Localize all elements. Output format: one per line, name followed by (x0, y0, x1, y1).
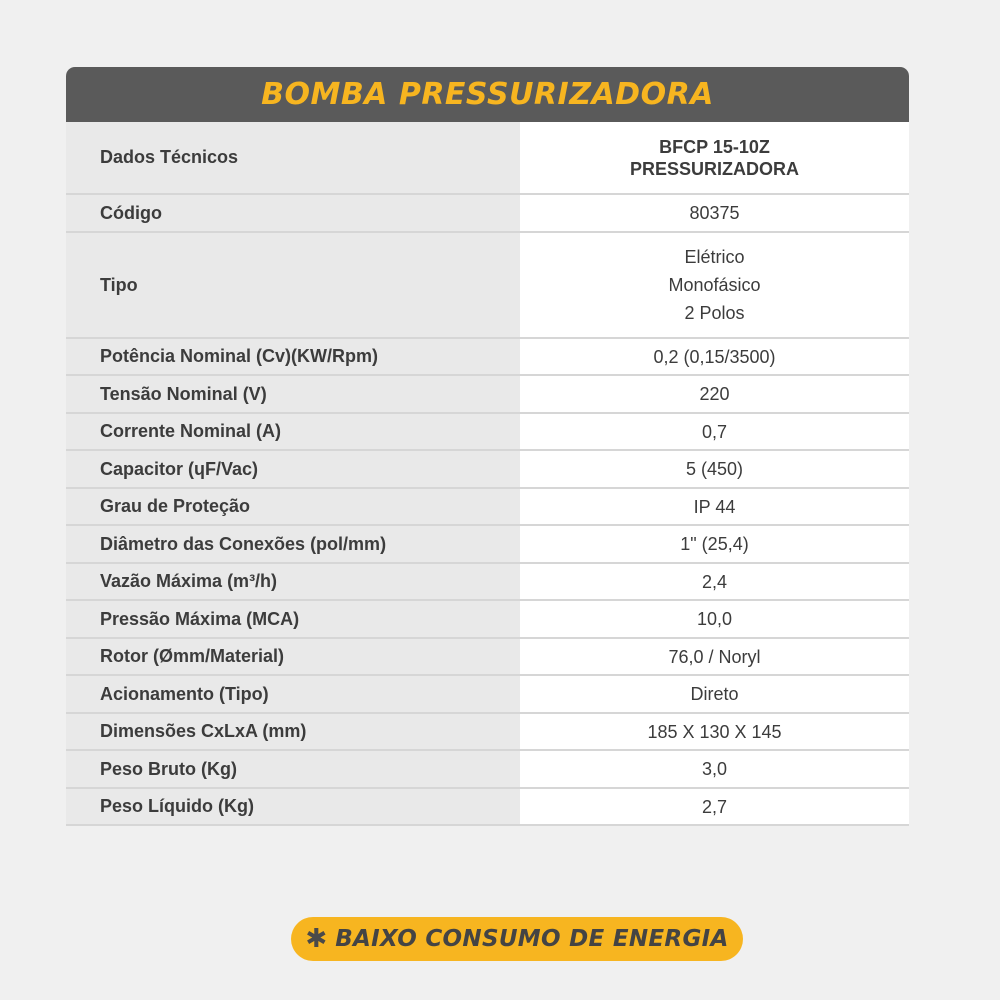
row-value: 185 X 130 X 145 (520, 713, 909, 750)
energy-badge (291, 917, 743, 961)
table-row (66, 488, 909, 525)
table-row (66, 675, 909, 713)
value-line: Monofásico (668, 275, 761, 295)
row-value: 76,0 / Noryl (520, 638, 909, 675)
row-value (520, 232, 909, 338)
row-value: 5 (450) (520, 450, 909, 488)
table-row (66, 525, 909, 563)
table-row (66, 600, 909, 638)
row-label: Acionamento (Tipo) (66, 675, 520, 713)
table-row (66, 563, 909, 600)
table-row (66, 788, 909, 825)
table-row (66, 638, 909, 675)
table-row (66, 338, 909, 375)
row-label: Diâmetro das Conexões (pol/mm) (66, 525, 520, 563)
row-label: Dimensões CxLxA (mm) (66, 713, 520, 750)
asterisk-icon: ✱ (305, 924, 328, 954)
row-label: Tensão Nominal (V) (66, 375, 520, 413)
row-label: Peso Líquido (Kg) (66, 788, 520, 825)
table-row (66, 232, 909, 338)
row-label: Corrente Nominal (A) (66, 413, 520, 450)
row-value: IP 44 (520, 488, 909, 525)
row-value: 3,0 (520, 750, 909, 788)
row-label: Peso Bruto (Kg) (66, 750, 520, 788)
table-row (66, 450, 909, 488)
card-title: BOMBA PRESSURIZADORA (261, 77, 714, 112)
table-row (66, 375, 909, 413)
spec-card (66, 67, 909, 826)
row-label: Dados Técnicos (66, 122, 520, 194)
row-value (520, 122, 909, 194)
row-value: 2,4 (520, 563, 909, 600)
row-label: Vazão Máxima (m³/h) (66, 563, 520, 600)
table-row (66, 750, 909, 788)
value-line: 2 Polos (684, 303, 745, 323)
spec-table (66, 122, 909, 826)
row-label: Capacitor (ɥF/Vac) (66, 450, 520, 488)
value-line: Elétrico (684, 247, 745, 267)
row-value: 1" (25,4) (520, 525, 909, 563)
row-value: 220 (520, 375, 909, 413)
energy-badge-text: BAIXO CONSUMO DE ENERGIA (335, 926, 729, 952)
row-label: Pressão Máxima (MCA) (66, 600, 520, 638)
row-value: Direto (520, 675, 909, 713)
row-label: Rotor (Ømm/Material) (66, 638, 520, 675)
row-label: Grau de Proteção (66, 488, 520, 525)
table-row (66, 122, 909, 194)
row-value: 10,0 (520, 600, 909, 638)
value-line: BFCP 15-10Z (659, 136, 770, 157)
value-line: PRESSURIZADORA (629, 158, 799, 179)
table-row (66, 194, 909, 232)
row-value: 80375 (520, 194, 909, 232)
row-label: Tipo (66, 232, 520, 338)
table-row (66, 413, 909, 450)
row-label: Potência Nominal (Cv)(KW/Rpm) (66, 338, 520, 375)
row-label: Código (66, 194, 520, 232)
card-header (66, 67, 909, 122)
row-value: 0,7 (520, 413, 909, 450)
row-value: 2,7 (520, 788, 909, 825)
table-row (66, 713, 909, 750)
row-value: 0,2 (0,15/3500) (520, 338, 909, 375)
